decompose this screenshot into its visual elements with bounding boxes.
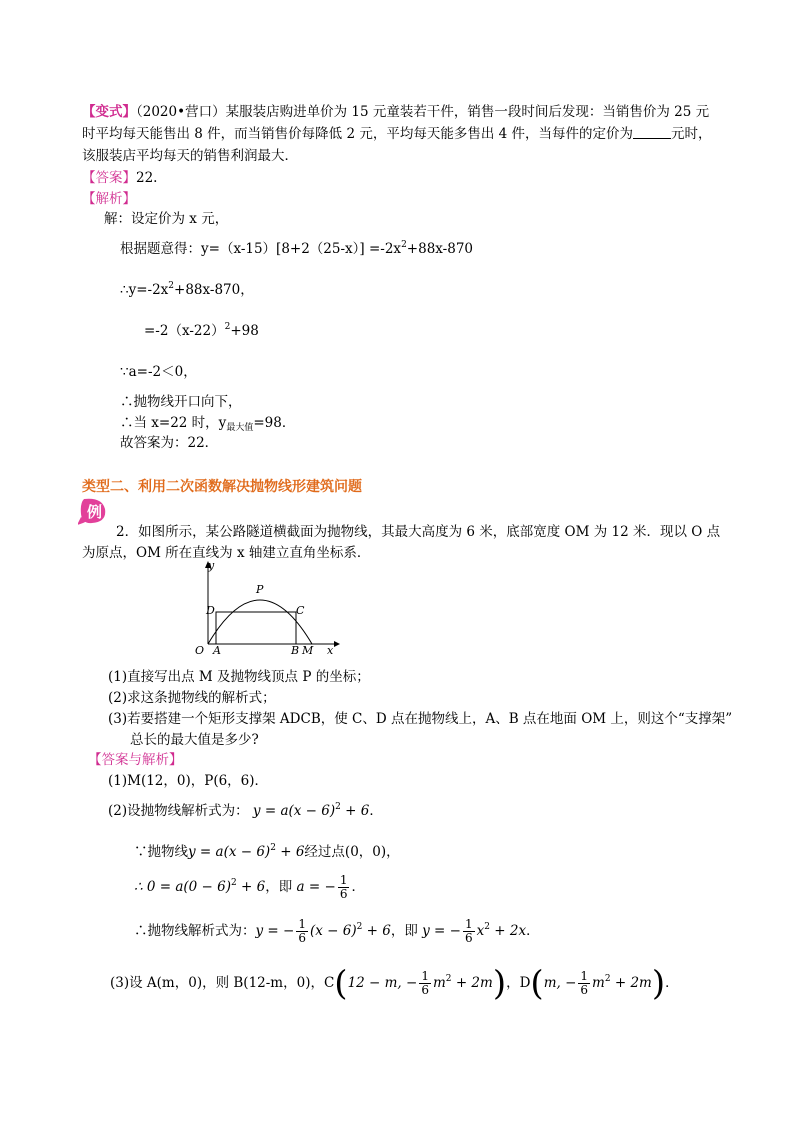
label-a: A xyxy=(213,644,221,657)
analysis-step-7: ∴当 x=22 时，$y_{最大值}=98$． xyxy=(120,415,296,433)
label-c: C xyxy=(296,604,305,617)
analysis-step-5: ∵a=-2＜0， xyxy=(120,364,197,380)
solution-3: ∵抛物线$y = a(x - 6)^2 + 6$经过点(0，0)， xyxy=(134,843,400,860)
label-d: D xyxy=(206,604,215,617)
fraction-one-sixth: $\frac{1}{6}$ xyxy=(421,969,429,997)
variant-line-1: 【变式】（2020•营口）某服装店购进单价为 15 元童装若干件，销售一段时间后发现：当销售价为 25 元 xyxy=(82,104,710,120)
section-title: 类型二、利用二次函数解决抛物线形建筑问题 xyxy=(82,479,362,495)
example-line-2: 为原点，OM 所在直线为 x 轴建立直角坐标系． xyxy=(82,545,371,561)
fraction-one-sixth: $\frac{1}{6}$ xyxy=(339,873,348,901)
tunnel-figure xyxy=(186,558,346,658)
label-m: M xyxy=(302,644,314,657)
example-badge: 例 xyxy=(78,497,108,525)
analysis-step-2: 根据题意得：$y=(x-15)[8+2(25-x)] =-2x^2+88x-870$ xyxy=(120,240,473,257)
solution-4: ∴ $0 = a(0 - 6)^2 + 6$，即 a = − $\frac{1}{6}$ ． xyxy=(134,873,365,901)
analysis-step-8: 故答案为：22． xyxy=(120,435,219,451)
question-2: (2)求这条抛物线的解析式； xyxy=(108,690,276,706)
fraction-one-sixth: $\frac{1}{6}$ xyxy=(580,969,589,997)
fraction-one-sixth: $\frac{1}{6}$ xyxy=(464,917,473,945)
answer-line xyxy=(82,166,157,186)
answer-tag: 【答案】 xyxy=(82,170,136,186)
analysis-step-1: 解：设定价为 x 元， xyxy=(104,211,229,227)
variant-line-3: 该服装店平均每天的销售利润最大． xyxy=(82,148,298,164)
variant-line-2: 时平均每天能售出 8 件，而当销售价每降低 2 元，平均每天能多售出 4 件，当每件的定价为 元时， xyxy=(82,126,712,142)
label-b: B xyxy=(291,644,300,657)
variant-tag: 【变式】 xyxy=(82,104,136,120)
solution-1: (1)M(12，0)，P(6，6)． xyxy=(108,773,269,789)
label-y: y xyxy=(208,559,215,572)
analysis-step-6: ∴抛物线开口向下， xyxy=(120,394,242,410)
label-o: O xyxy=(195,644,205,657)
label-x: x xyxy=(327,644,334,657)
solution-5: ∴抛物线解析式为：y = − $\frac{1}{6}$ $(x - 6)^2 + 6$，即 y = − $\frac{1}{6}$ $x^2 + 2x$． xyxy=(134,917,540,945)
answer-value: 22. xyxy=(136,170,158,186)
answer-blank xyxy=(633,126,671,139)
question-1: (1)直接写出点 M 及抛物线顶点 P 的坐标； xyxy=(108,669,370,685)
solution-6: (3)设 A(m，0)，则 B(12-m，0)，C(12 − m, − $\frac{1}{6}$ $m^2 + 2m$)，D(m, − $\frac{1}{6}$ $m^2 + 2m$)． xyxy=(110,963,679,1004)
question-3-line-1: (3)若要搭建一个矩形支撑架 ADCB，使 C、D 点在抛物线上，A、B 点在地面 OM 上，则这个“支撑架” xyxy=(108,711,733,727)
example-line-1: 2．如图所示，某公路隧道横截面为抛物线，其最大高度为 6 米，底部宽度 OM 为 12 米．现以 O 点 xyxy=(116,524,721,540)
analysis-step-3: $\therefore y=-2x^2+88x-870$， xyxy=(120,281,254,298)
question-3-line-2: 总长的最大值是多少? xyxy=(130,732,259,748)
x-axis-arrow xyxy=(334,641,340,647)
analysis-step-4: $=-2(x-22)^2+98$ xyxy=(144,322,259,339)
label-p: P xyxy=(256,583,264,596)
fraction-one-sixth: $\frac{1}{6}$ xyxy=(298,917,306,945)
solution-tag: 【答案与解析】 xyxy=(88,752,183,768)
analysis-tag: 【解析】 xyxy=(82,191,136,207)
solution-2: (2)设抛物线解析式为： $y = a(x - 6)^2 + 6$． xyxy=(108,802,383,819)
